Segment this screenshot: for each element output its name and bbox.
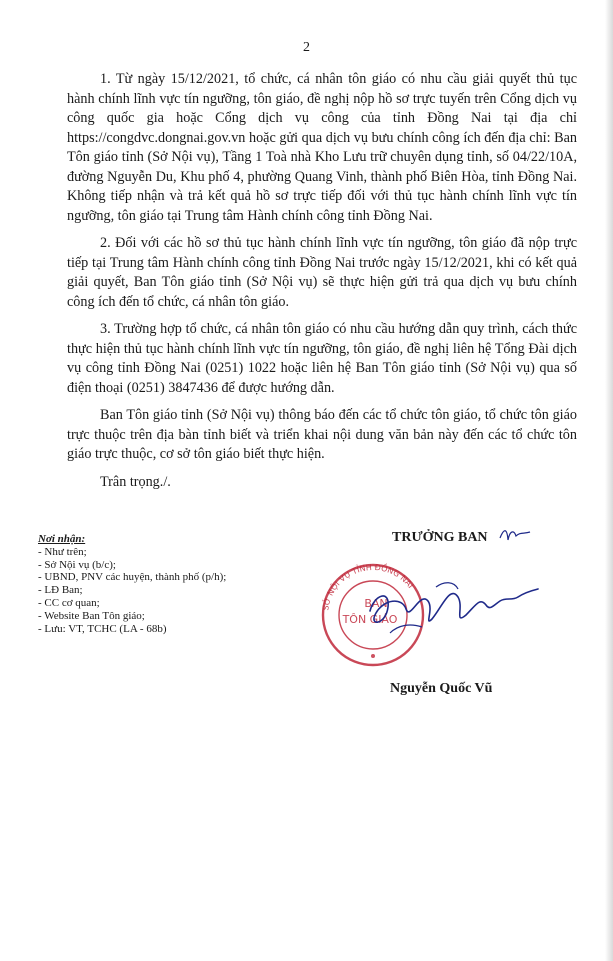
recipient-item: - Sở Nội vụ (b/c); — [38, 558, 116, 571]
recipients-title: Nơi nhận: — [38, 533, 86, 545]
paragraph-4: Ban Tôn giáo tỉnh (Sở Nội vụ) thông báo đến các tổ chức tôn giáo, tổ chức tôn giáo trực thuộc trên địa bàn tỉnh biết và triển khai nội dung văn bản này đến các tổ chức tôn giáo trực thuộc, cơ sở tôn giáo biết thực hiện. — [67, 407, 577, 462]
page-number: 2 — [303, 40, 310, 55]
initial-mark — [498, 526, 532, 544]
paragraph-3: 3. Trường hợp tổ chức, cá nhân tôn giáo có nhu cầu hướng dẫn quy trình, cách thức thực hiện thủ tục hành chính lĩnh vực tín ngưỡng, tôn giáo, đề nghị liên hệ Tổng Đài dịch vụ công tỉnh Đồng Nai (0251) 1022 hoặc liên hệ Ban Tôn giáo tỉnh (Sở Nội vụ) qua số điện thoại (0251) 3847436 để được hướng dẫn. — [67, 321, 577, 396]
recipients-block — [38, 533, 308, 635]
recipient-item: - LĐ Ban; — [38, 584, 83, 597]
signer-title: TRƯỞNG BAN — [392, 530, 488, 545]
paragraph-1: 1. Từ ngày 15/12/2021, tổ chức, cá nhân tôn giáo có nhu cầu giải quyết thủ tục hành chính lĩnh vực tín ngưỡng, tôn giáo, đề nghị nộp hồ sơ trực tuyến trên Cổng dịch vụ công quốc gia hoặc Cổng dịch vụ công của tỉnh Đồng Nai tại địa chỉ https://congdvc.dongnai.gov.vn hoặc gửi qua dịch vụ bưu chính công ích đến địa chỉ: Ban Tôn giáo tỉnh (Sở Nội vụ), Tầng 1 Toà nhà Kho Lưu trữ chuyên dụng tỉnh, số 04/22/10A, đường Nguyễn Du, Khu phố 4, phường Quang Vinh, thành phố Biên Hòa, tỉnh Đồng Nai. Không tiếp nhận và trả kết quả hồ sơ trực tiếp đối với thủ tục hành chính lĩnh vực tín ngưỡng, tôn giáo tại Trung tâm Hành chính công tỉnh Đồng Nai. — [67, 71, 577, 224]
seal-ring-text: SỞ NỘI VỤ TỈNH ĐỒNG NAI — [321, 562, 416, 612]
recipient-item: - Lưu: VT, TCHC (LA - 68b) — [38, 622, 167, 635]
paragraph-2: 2. Đối với các hồ sơ thủ tục hành chính lĩnh vực tín ngưỡng, tôn giáo đã nộp trực tiếp tại Trung tâm Hành chính công tỉnh Đồng Nai trước ngày 15/12/2021, khi có kết quả giải quyết, Ban Tôn giáo tỉnh (Sở Nội vụ) sẽ thực hiện gửi trả qua dịch vụ bưu chính công ích đến tổ chức, cá nhân tôn giáo. — [67, 235, 577, 310]
recipient-item: - CC cơ quan; — [38, 596, 100, 609]
recipient-item: - Như trên; — [38, 545, 87, 558]
handwritten-signature — [362, 567, 557, 647]
signer-name: Nguyễn Quốc Vũ — [390, 681, 493, 696]
document-body — [67, 70, 577, 500]
page-edge-shadow — [605, 0, 613, 961]
closing-greeting: Trân trọng./. — [100, 473, 171, 490]
recipient-item: - UBND, PNV các huyện, thành phố (p/h); — [38, 571, 227, 584]
seal-center-line-2: TÔN GIÁO — [342, 613, 398, 626]
recipients-list — [38, 546, 308, 636]
recipient-item: - Website Ban Tôn giáo; — [38, 609, 145, 622]
seal-center-line-1: BAN — [364, 597, 388, 610]
